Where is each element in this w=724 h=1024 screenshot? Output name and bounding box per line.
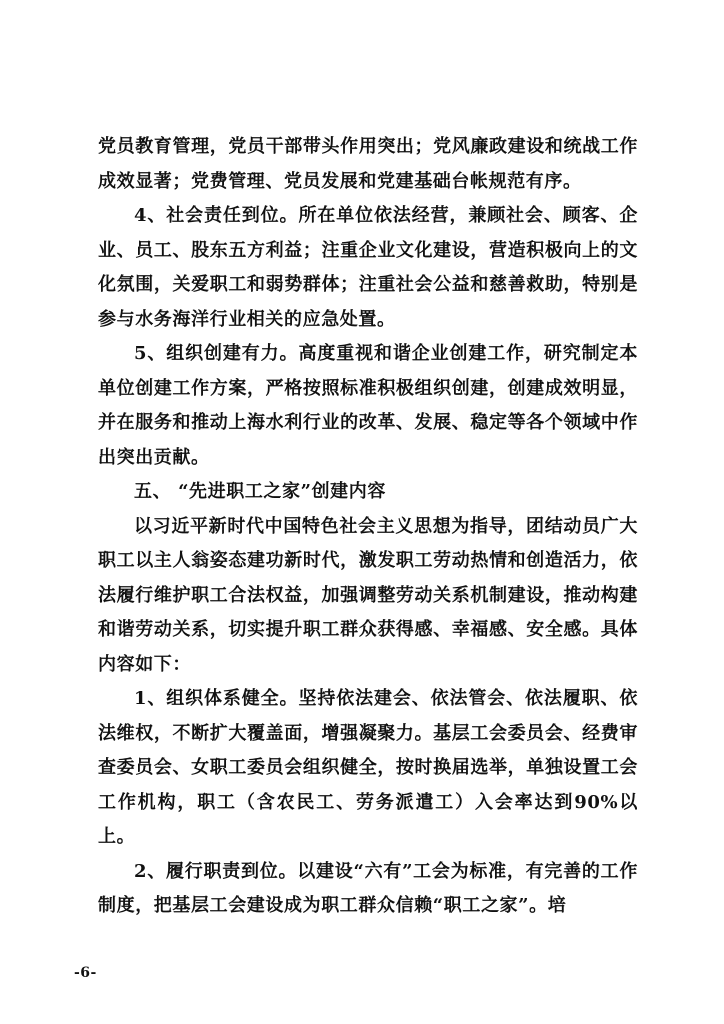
paragraph-organization-creation: 5、组织创建有力。高度重视和谐企业创建工作，研究制定本单位创建工作方案，严格按照标准积极组织创建，创建成效明显，并在服务和推动上海水利行业的改革、发展、稳定等各个领域中作出突出贡献。 — [98, 343, 638, 468]
section-heading-advanced-workers-home: 五、 “先进职工之家”创建内容 — [134, 481, 386, 502]
document-body — [98, 130, 638, 924]
paragraph-duty-performance: 2、履行职责到位。以建设“六有”工会为标准，有完善的工作制度，把基层工会建设成为职工群众信赖“职工之家”。培 — [98, 860, 638, 916]
paragraph-social-responsibility: 4、社会责任到位。所在单位依法经营，兼顾社会、顾客、企业、员工、股东五方利益；注重企业文化建设，营造积极向上的文化氛围，关爱职工和弱势群体；注重社会公益和慈善救助，特别是参与水务海洋行业相关的应急处置。 — [98, 205, 638, 330]
paragraph-organization-system: 1、组织体系健全。坚持依法建会、依法管会、依法履职、依法维权，不断扩大覆盖面，增强凝聚力。基层工会委员会、经费审查委员会、女职工委员会组织健全，按时换届选举，单独设置工会工作机构，职工（含农民工、劳务派遣工）入会率达到90%以上。 — [98, 688, 638, 847]
paragraph-party-education: 党员教育管理，党员干部带头作用突出；党风廉政建设和统战工作成效显著；党费管理、党员发展和党建基础台帐规范有序。 — [98, 136, 638, 192]
page-number: -6- — [74, 965, 97, 981]
paragraph-guiding-principle: 以习近平新时代中国特色社会主义思想为指导，团结动员广大职工以主人翁姿态建功新时代，激发职工劳动热情和创造活力，依法履行维护职工合法权益，加强调整劳动关系机制建设，推动构建和谐劳动关系，切实提升职工群众获得感、幸福感、安全感。具体内容如下： — [98, 515, 638, 675]
